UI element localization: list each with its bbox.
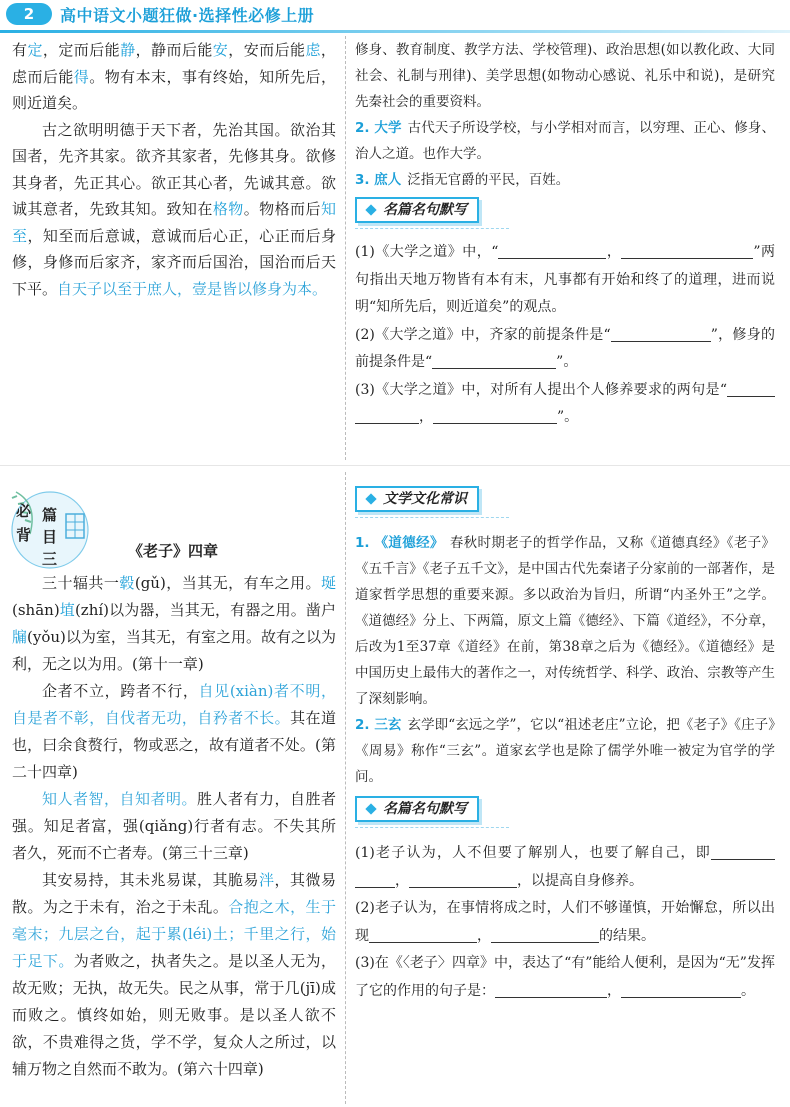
text-run: ，以提高自身修养。	[517, 872, 643, 889]
dictation-question	[355, 895, 775, 950]
glossed-term: 定	[27, 41, 43, 59]
text-run: 企者不立，跨者不行，	[42, 682, 199, 700]
dictation-question	[355, 239, 775, 322]
answer-blank[interactable]	[409, 870, 517, 888]
note-number: 3.	[355, 172, 375, 188]
dictation-question	[355, 322, 775, 377]
note-text: 古代天子所设学校，与小学相对而言，以穷理、正心、修身、治人之道。也作大学。	[355, 120, 776, 162]
answer-blank[interactable]	[727, 379, 775, 397]
culture-banner	[355, 486, 479, 514]
banner-label: 文学文化常识	[383, 491, 467, 507]
glossed-term: 虑	[305, 41, 321, 59]
note-number: 2.	[355, 717, 375, 733]
note-term: 三玄	[374, 717, 402, 733]
glossed-term: 埏	[320, 574, 336, 592]
dictation-questions	[355, 239, 775, 432]
text-run: ，	[607, 982, 621, 999]
text-run: (1)老子认为，人不但要了解别人，也要了解自己，即	[355, 845, 711, 861]
dictation-banner	[355, 197, 479, 225]
dictation-questions-2	[355, 840, 775, 1005]
text-run: (zhí)以为器，当其无，有器之用。凿户	[74, 601, 336, 619]
dictation-question	[355, 377, 775, 432]
column-divider-bottom	[345, 472, 346, 1104]
page-number: 2	[6, 3, 52, 25]
answer-blank[interactable]	[611, 324, 711, 342]
answer-blank[interactable]	[433, 406, 557, 424]
emblem-char-2: 背	[16, 526, 32, 544]
text-run: (3)在《〈老子〉四章》中，表达了“有”能给人便利，是因为“无”发挥了它的作用的句子是：	[355, 955, 775, 999]
text-run: ，定而后能	[42, 41, 121, 59]
laozi-notes-panel	[355, 484, 775, 1005]
text-run: 胜人者有力，自胜者强。知足者富，强(qiǎng)行者有志。不失其所者久，死而不亡者寿。(第三十三章)	[12, 790, 336, 862]
emblem-graphic	[8, 484, 90, 576]
glossed-term: 静	[120, 41, 136, 59]
text-run: (2)老子认为，在事情将成之时，人们不够谨慎，开始懈怠，所以出现	[355, 900, 775, 944]
answer-blank[interactable]	[711, 842, 775, 860]
emblem-char-3: 篇	[42, 506, 58, 524]
text-run: ”两句指出天地万物皆有本有末，凡事都有开始和终了的道理，进而说明“知所先后，则近道矣”的观点。	[355, 244, 775, 315]
daxue-text	[12, 37, 336, 302]
emblem-char-1: 必	[16, 502, 32, 520]
key-sentence: 合抱之木，生于毫末；九层之台，起于累(léi)土；千里之行，始于足下。	[12, 898, 336, 970]
text-run: (1)《大学之道》中，“	[355, 244, 499, 260]
paragraph	[12, 117, 336, 303]
glossed-term: 知至	[12, 200, 336, 245]
text-run: ，其微易散。为之于未有，治之于未乱。	[12, 871, 336, 916]
answer-blank[interactable]	[498, 241, 606, 259]
note-term: 大学	[374, 120, 402, 136]
text-run: ”。	[556, 354, 578, 370]
answer-blank[interactable]	[355, 406, 419, 424]
banner-label: 名篇名句默写	[383, 801, 467, 817]
notes-list	[355, 115, 775, 193]
header-rule	[0, 30, 790, 33]
key-sentence: 知人者智，自知者明。	[42, 790, 197, 808]
note-text: 泛指无官爵的平民，百姓。	[407, 172, 570, 188]
glossed-term: 埴	[59, 601, 75, 619]
text-run: ，安而后能	[228, 41, 306, 59]
chapter-emblem	[8, 484, 90, 576]
answer-blank[interactable]	[495, 980, 607, 998]
glossed-term: 泮	[258, 871, 275, 889]
chapter-title: 《老子》四章	[128, 542, 219, 560]
emblem-char-4: 目	[42, 528, 58, 546]
note-text: 春秋时期老子的哲学作品，又称《道德真经》《老子》《五千言》《老子五千文》，是中国古代先秦诸子分家前的一部著作，是道家哲学思想的重要来源。多以政治为旨归，所谓“内圣外王”之学。《道德经》分上、下两篇，原文上篇《德经》、下篇《道经》，不分章，后改为1至37章《道经》在前，第38章之后为《德经》。《道德经》是中国历史上最伟大的著作之一，对传统哲学、科学、政治、宗教等产生了深刻影响。	[355, 535, 776, 707]
paragraph	[12, 786, 336, 867]
glossed-term: 安	[212, 41, 229, 59]
book-title: 高中语文小题狂做·选择性必修上册	[60, 6, 315, 25]
dictation-question	[355, 950, 775, 1005]
note-text: 玄学即“玄远之学”，它以“祖述老庄”立论，把《老子》《庄子》《周易》称作“三玄”。道家玄学也是除了儒学外唯一被定为官学的学问。	[355, 717, 775, 785]
dictation-banner-2	[355, 796, 479, 824]
paragraph	[12, 867, 336, 1083]
text-run: (3)《大学之道》中，对所有人提出个人修养要求的两句是“	[355, 381, 727, 398]
culture-notes	[355, 530, 775, 790]
section-divider	[0, 465, 790, 466]
text-run: ，	[395, 872, 409, 889]
text-run: (gǔ)，当其无，有车之用。	[134, 574, 321, 592]
answer-blank[interactable]	[369, 925, 477, 943]
text-run: 为者败之，执者失之。是以圣人无为，故无败；无执，故无失。民之从事，常于几(jī)成而败之。慎终如始，则无败事。是以圣人欲不欲，不贵难得之货，学不学，复众人之所过，以辅万物之自然而不敢为。(第六十四章)	[12, 952, 336, 1078]
text-run: ，静而后能	[135, 41, 213, 59]
answer-blank[interactable]	[491, 925, 599, 943]
text-run: 古之欲明明德于天下者，先治其国。欲治其国者，先齐其家。欲齐其家者，先修其身。欲修其身者，先正其心。欲正其心者，先诚其意。欲诚其意者，先致其知。致知在	[12, 120, 336, 218]
paragraph	[12, 37, 336, 117]
text-run: 。	[741, 982, 755, 999]
notes-intro: 修身、教育制度、教学方法、学校管理)、政治思想(如以教化政、大同社会、礼制与刑律)、美学思想(如物动心感说、礼乐中和说)，是研究先秦社会的重要资料。	[355, 42, 775, 110]
diamond-icon	[365, 803, 376, 814]
text-run: 有	[12, 41, 28, 59]
text-run: 。物有本末，事有终始，知所先后，则近道矣。	[12, 67, 336, 112]
diamond-icon	[365, 204, 376, 215]
answer-blank[interactable]	[432, 351, 556, 369]
note-term: 《道德经》	[374, 535, 444, 551]
text-run: ，	[477, 927, 491, 944]
text-run: 。物格而后	[243, 200, 321, 218]
text-run: ”，修身的前提条件是“	[355, 326, 775, 370]
note-item	[355, 115, 775, 167]
paragraph	[12, 678, 336, 786]
note-number: 1.	[355, 535, 375, 551]
daxue-notes-panel	[355, 37, 775, 432]
note-term: 庶人	[374, 172, 402, 188]
note-number: 2.	[355, 120, 375, 136]
note-item	[355, 167, 775, 193]
glossed-term: 得	[73, 67, 90, 86]
banner-label: 名篇名句默写	[383, 202, 467, 218]
answer-blank[interactable]	[621, 980, 741, 998]
text-run: ，	[419, 409, 433, 425]
page-header	[0, 0, 790, 30]
glossed-term: 牖	[12, 628, 28, 646]
text-run: (shān)	[12, 601, 60, 619]
text-run: (2)《大学之道》中，齐家的前提条件是“	[355, 326, 611, 343]
dictation-question	[355, 840, 775, 895]
emblem-char-5: 三	[42, 550, 58, 568]
glossed-term: 毂	[119, 574, 135, 592]
glossed-term: 格物	[212, 200, 244, 218]
key-sentence: 自天子以至于庶人，壹是皆以修身为本。	[57, 279, 328, 298]
laozi-text	[12, 570, 336, 1083]
column-divider-top	[345, 36, 346, 460]
text-run: 三十辐共一	[42, 574, 120, 592]
note-item	[355, 712, 775, 790]
text-run: ，虑而后能	[12, 41, 336, 86]
text-run: 其在道也，曰余食赘行，物或恶之，故有道者不处。(第二十四章)	[12, 709, 336, 781]
text-run: 的结果。	[599, 927, 655, 944]
key-sentence: 自见(xiàn)者不明，自是者不彰，自伐者无功，自矜者不长。	[12, 682, 336, 727]
text-run: ”。	[557, 409, 579, 425]
text-run: ，	[606, 244, 622, 260]
answer-blank[interactable]	[621, 241, 753, 259]
diamond-icon	[365, 493, 376, 504]
text-run: ，知至而后意诚，意诚而后心正，心正而后身修，身修而后家齐，家齐而后国治，国治而后天下平。	[12, 226, 336, 298]
paragraph	[12, 570, 336, 678]
note-item	[355, 530, 775, 712]
text-run: 其安易持，其未兆易谋，其脆易	[42, 871, 259, 889]
text-run: (yǒu)以为室，当其无，有室之用。故有之以为利，无之以为用。(第十一章)	[12, 628, 336, 673]
answer-blank[interactable]	[355, 870, 395, 888]
